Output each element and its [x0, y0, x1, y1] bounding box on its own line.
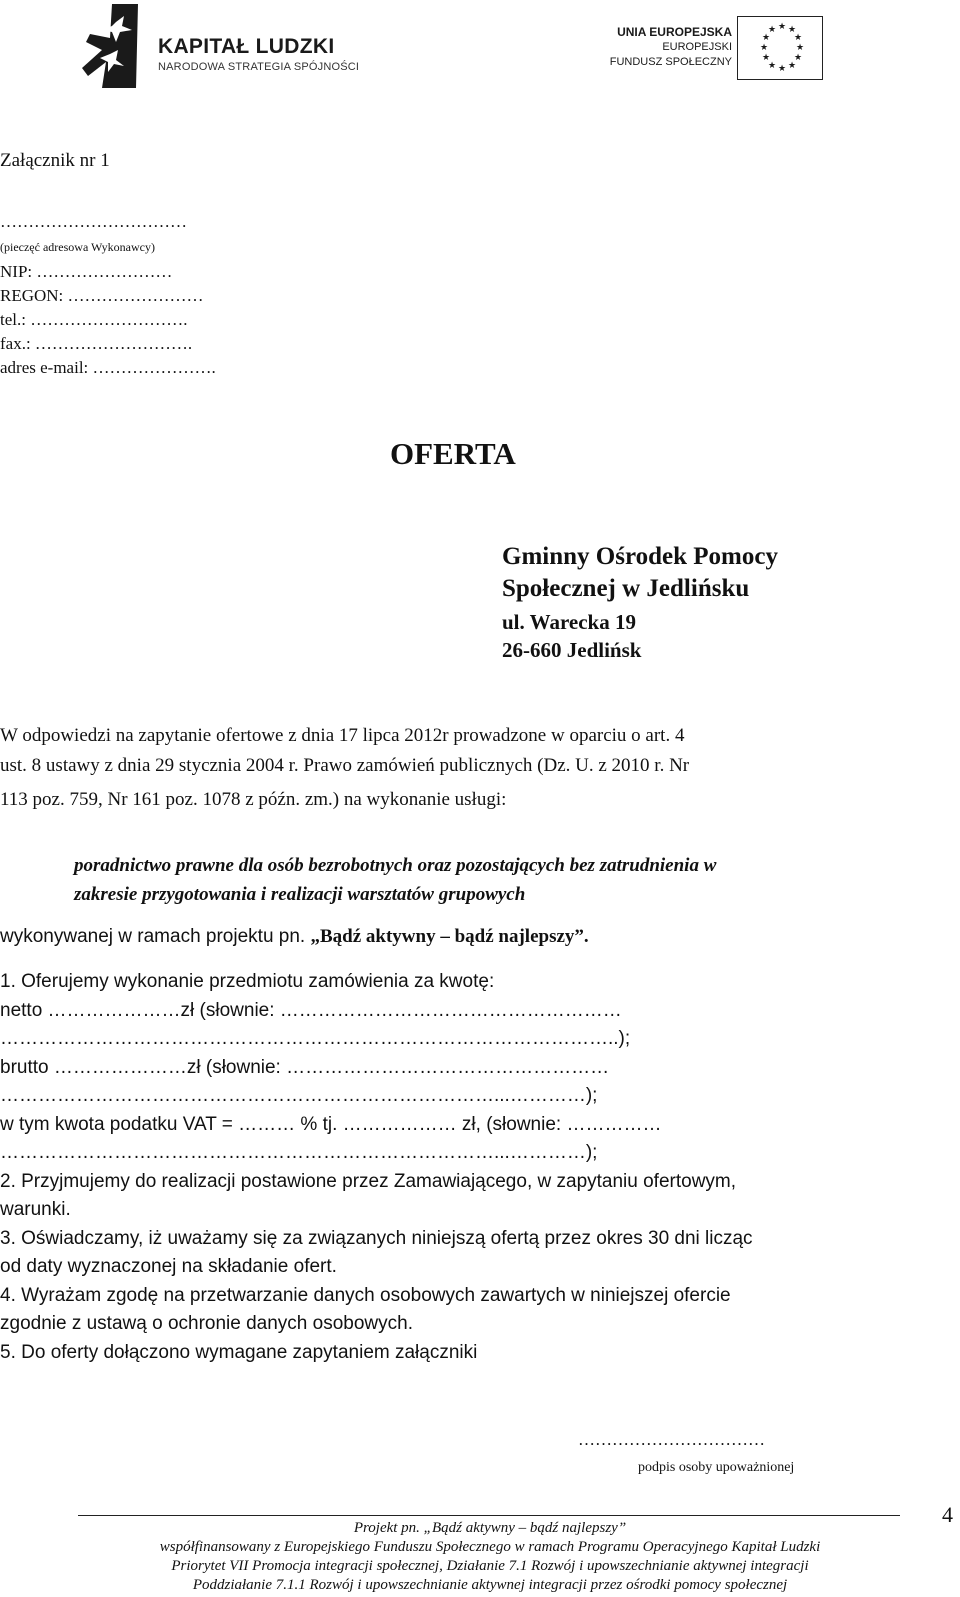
eu-logo-line1: UNIA EUROPEJSKA [617, 25, 732, 39]
footer-divider [78, 1515, 900, 1516]
eu-logo-line2: EUROPEJSKI [662, 41, 732, 53]
intro-line3: 113 poz. 759, Nr 161 poz. 1078 z późn. zm.) na wykonanie usługi: [0, 789, 507, 810]
kapital-ludzki-logo [80, 2, 360, 92]
footer-line3: Priorytet VII Promocja integracji społecznej, Działanie 7.1 Rozwój i upowszechnianie aktywnej integracji [171, 1558, 809, 1574]
footer-line4: Poddziałanie 7.1.1 Rozwój i upowszechnianie aktywnej integracji przez ośrodki pomocy społecznej [192, 1577, 788, 1593]
service-line2: zakresie przygotowania i realizacji warsztatów grupowych [74, 884, 526, 905]
page-number: 4 [942, 1502, 953, 1527]
signature-dots: …………………………… [578, 1430, 765, 1449]
footer-line1: Projekt pn. „Bądź aktywny – bądź najlepszy” [353, 1520, 627, 1536]
email-field: adres e-mail: …………………. [0, 358, 216, 377]
item-3a: 3. Oświadczamy, iż uważamy się za związanych niniejszą ofertą przez okres 30 dni licząc [0, 1228, 753, 1249]
item-4a: 4. Wyrażam zgodę na przetwarzanie danych osobowych zawartych w niniejszej ofercie [0, 1285, 731, 1306]
brutto-line2: ……………………………………………………………………...…………); [0, 1085, 598, 1106]
recipient-line2: Społecznej w Jedlińsku [502, 575, 750, 602]
recipient-line1: Gminny Ośrodek Pomocy [502, 543, 778, 570]
regon-field: REGON: …………………… [0, 286, 204, 305]
svg-text:★: ★ [768, 25, 777, 35]
kapital-ludzki-emblem-icon [80, 2, 150, 92]
netto-line: netto …………………zł (słownie: ……………………………………………… [0, 1000, 622, 1021]
intro-line2: ust. 8 ustawy z dnia 29 stycznia 2004 r. Prawo zamówień publicznych (Dz. U. z 2010 r. Nr [0, 755, 690, 776]
project-name: „Bądź aktywny – bądź najlepszy”. [310, 926, 589, 947]
svg-text:★: ★ [778, 64, 787, 74]
svg-text:★: ★ [794, 33, 803, 43]
eu-logo-line3: FUNDUSZ SPOŁECZNY [609, 56, 732, 68]
svg-text:★: ★ [762, 53, 771, 63]
kapital-ludzki-title: KAPITAŁ LUDZKI [158, 35, 335, 58]
brutto-line: brutto …………………zł (słownie: …………………………………………… [0, 1057, 610, 1078]
stamp-dots: …………………………… [0, 212, 187, 231]
project-line [0, 926, 589, 948]
vat-line: w tym kwota podatku VAT = ……… % tj. ……………… zł, (słownie: …………… [0, 1114, 662, 1135]
vat-line2: ……………………………………………………………………...…………); [0, 1142, 598, 1163]
document-title: OFERTA [390, 436, 516, 471]
svg-text:★: ★ [788, 61, 797, 71]
svg-text:★: ★ [794, 53, 803, 63]
fax-field: fax.: ………………………. [0, 334, 193, 353]
attachment-label: Załącznik nr 1 [0, 150, 110, 171]
project-prefix: wykonywanej w ramach projektu pn. [0, 926, 311, 947]
svg-text:★: ★ [768, 61, 777, 71]
svg-text:★: ★ [762, 33, 771, 43]
svg-text:★: ★ [778, 22, 787, 32]
svg-text:★: ★ [796, 43, 805, 53]
signature-label: podpis osoby upoważnionej [638, 1460, 795, 1475]
svg-text:★: ★ [760, 43, 769, 53]
recipient-street: ul. Warecka 19 [502, 610, 636, 634]
item-2b: warunki. [0, 1199, 71, 1220]
footer-line2: współfinansowany z Europejskiego Funduszu Społecznego w ramach Programu Operacyjnego Kapitał Ludzki [159, 1539, 821, 1555]
intro-line1: W odpowiedzi na zapytanie ofertowe z dnia 17 lipca 2012r prowadzone w oparciu o art. 4 [0, 725, 685, 746]
svg-text:★: ★ [788, 25, 797, 35]
eu-logo [600, 16, 830, 86]
recipient-city: 26-660 Jedlińsk [502, 638, 642, 662]
item-2a: 2. Przyjmujemy do realizacji postawione przez Zamawiającego, w zapytaniu ofertowym, [0, 1171, 737, 1192]
item-4b: zgodnie z ustawą o ochronie danych osobowych. [0, 1313, 413, 1334]
item-5: 5. Do oferty dołączono wymagane zapytaniem załączniki [0, 1342, 478, 1363]
netto-line2: ……………………………………………………………………………………..); [0, 1028, 631, 1049]
item-1: 1. Oferujemy wykonanie przedmiotu zamówienia za kwotę: [0, 971, 495, 992]
eu-flag-icon [737, 16, 823, 80]
stamp-label: (pieczęć adresowa Wykonawcy) [0, 240, 155, 254]
kapital-ludzki-subtitle: NARODOWA STRATEGIA SPÓJNOŚCI [158, 61, 360, 73]
tel-field: tel.: ………………………. [0, 310, 188, 329]
item-3b: od daty wyznaczonej na składanie ofert. [0, 1256, 337, 1277]
nip-field: NIP: …………………… [0, 262, 173, 281]
service-line1: poradnictwo prawne dla osób bezrobotnych oraz pozostających bez zatrudnienia w [74, 855, 717, 876]
